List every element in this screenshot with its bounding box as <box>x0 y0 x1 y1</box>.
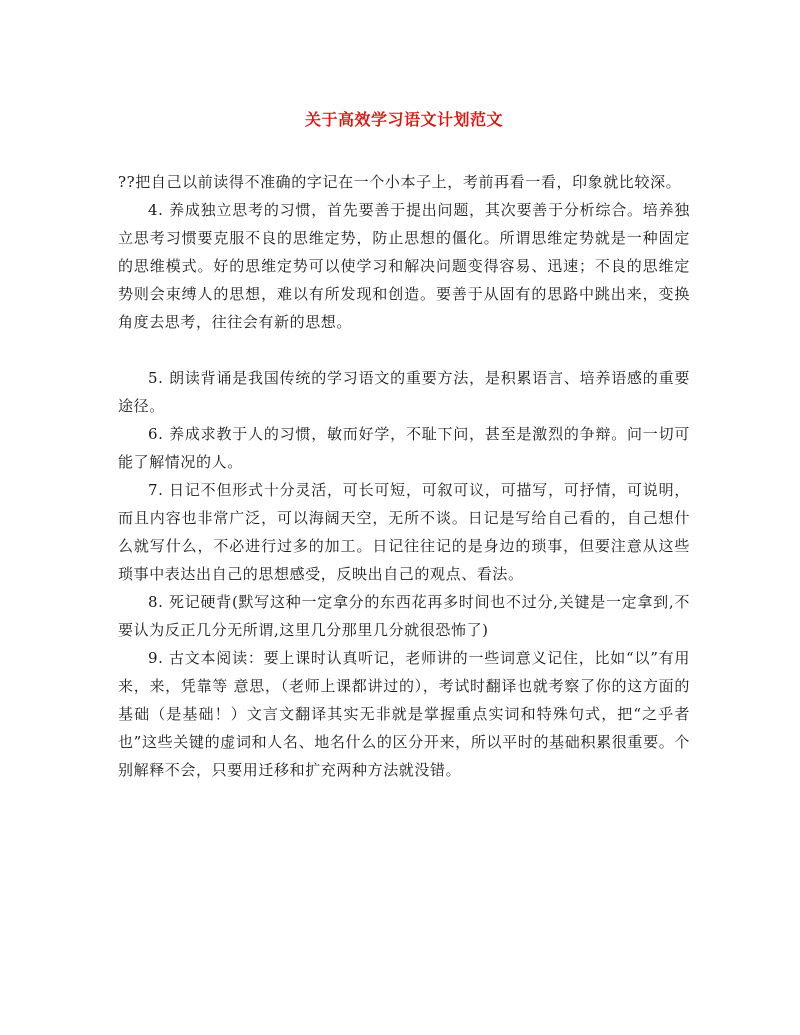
paragraph-7: 7. 日记不但形式十分灵活，可长可短，可叙可议，可描写，可抒情，可说明，而且内容也非常广泛，可以海阔天空，无所不谈。日记是写给自己看的，自己想什么就写什么，不必进行过多的加工。日记往往记的是身边的琐事，但要注意从这些琐事中表达出自己的思想感受，反映出自己的观点、看法。 <box>118 481 690 583</box>
paragraph-8: 8. 死记硬背(默写这种一定拿分的东西花再多时间也不过分,关键是一定拿到,不要认为反正几分无所谓,这里几分那里几分就很恐怖了) <box>118 593 690 639</box>
document-title: 关于高效学习语文计划范文 <box>304 110 503 129</box>
paragraph-intro: ??把自己以前读得不准确的字记在一个小本子上，考前再看一看，印象就比较深。 <box>118 173 682 191</box>
paragraph-9: 9. 古文本阅读：要上课时认真听记，老师讲的一些词意义记住，比如“以”有用来，来，凭靠等 意思，（老师上课都讲过的），考试时翻译也就考察了你的这方面的基础（是基础！）文言文翻译其实无非就是掌握重点实词和特殊句式，把“之乎者也”这些关键的虚词和人名、地名什么的区分开来，所以平时的基础积累很重要。个别解释不会，只要用迁移和扩充两种方法就没错。 <box>118 649 690 779</box>
document-body <box>118 168 690 784</box>
paragraph-spacer <box>118 336 690 364</box>
paragraph-6: 6. 养成求教于人的习惯，敏而好学，不耻下问，甚至是激烈的争辩。问一切可能了解情况的人。 <box>118 425 690 471</box>
paragraph-4: 4. 养成独立思考的习惯，首先要善于提出问题，其次要善于分析综合。培养独立思考习惯要克服不良的思维定势，防止思想的僵化。所谓思维定势就是一种固定的思维模式。好的思维定势可以使学习和解决问题变得容易、迅速；不良的思维定势则会束缚人的思想，难以有所发现和创造。要善于从固有的思路中跳出来，变换角度去思考，往往会有新的思想。 <box>118 201 690 331</box>
document-page <box>118 0 690 784</box>
paragraph-5: 5. 朗读背诵是我国传统的学习语文的重要方法，是积累语言、培养语感的重要途径。 <box>118 369 690 415</box>
